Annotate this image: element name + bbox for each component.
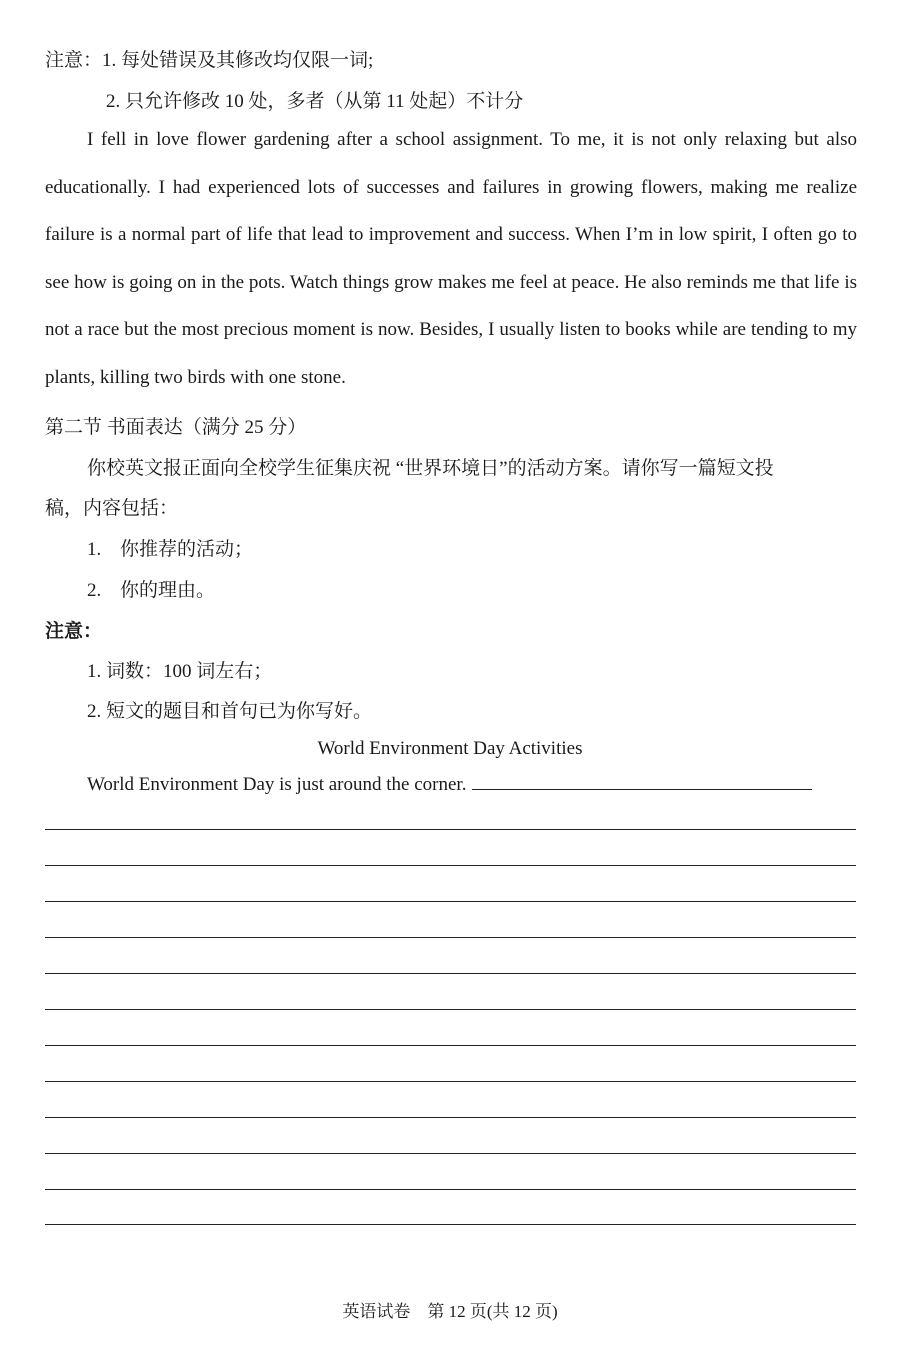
answer-line[interactable]	[45, 1189, 856, 1190]
note-line-1: 注意：1. 每处错误及其修改均仅限一词;	[45, 50, 374, 71]
answer-line[interactable]	[45, 1081, 856, 1082]
notes-label: 注意：	[45, 621, 103, 642]
answer-line[interactable]	[45, 937, 856, 938]
answer-blank[interactable]	[472, 775, 812, 790]
content-item-number: 1.	[87, 539, 102, 560]
content-item-number: 2.	[87, 580, 102, 601]
answer-line[interactable]	[45, 1045, 856, 1046]
content-item-text: 你的理由。	[120, 580, 216, 601]
note-line-2: 2. 只允许修改 10 处，多者（从第 11 处起）不计分	[106, 91, 524, 112]
answer-line[interactable]	[45, 1224, 856, 1225]
answer-line[interactable]	[45, 901, 856, 902]
answer-line[interactable]	[45, 829, 856, 830]
note-word-count: 1. 词数：100 词左右；	[87, 661, 273, 682]
content-item-1	[87, 539, 253, 561]
answer-line[interactable]	[45, 1117, 856, 1118]
note-title-given: 2. 短文的题目和首句已为你写好。	[87, 701, 373, 722]
page-footer: 英语试卷 第 12 页(共 12 页)	[342, 1302, 558, 1321]
answer-line[interactable]	[45, 1009, 856, 1010]
task-intro-line-1: 你校英文报正面向全校学生征集庆祝 “世界环境日”的活动方案。请你写一篇短文投	[87, 458, 774, 479]
essay-title: World Environment Day Activities	[317, 738, 583, 759]
answer-line[interactable]	[45, 1153, 856, 1154]
answer-line[interactable]	[45, 973, 856, 974]
essay-first-line	[87, 774, 812, 796]
section-heading: 第二节 书面表达（满分 25 分）	[45, 417, 307, 438]
error-correction-passage: I fell in love flower gardening after a school assignment. To me, it is not only relaxing but also educationally. I had experienced lots of successes and failures in growing flowers, making me realize failure is a normal part of life that lead to improvement and success. When I’m in low spirit, I often go to see how is going on in the pots. Watch things grow makes me feel at peace. He also reminds me that life is not a race but the most precious moment is now. Besides, I usually listen to books while are tending to my plants, killing two birds with one stone.	[45, 129, 857, 388]
content-item-text: 你推荐的活动；	[120, 539, 254, 560]
answer-line[interactable]	[45, 865, 856, 866]
task-intro-line-2: 稿，内容包括：	[45, 498, 179, 519]
content-item-2	[87, 580, 215, 602]
essay-first-sentence: World Environment Day is just around the corner.	[87, 774, 467, 795]
